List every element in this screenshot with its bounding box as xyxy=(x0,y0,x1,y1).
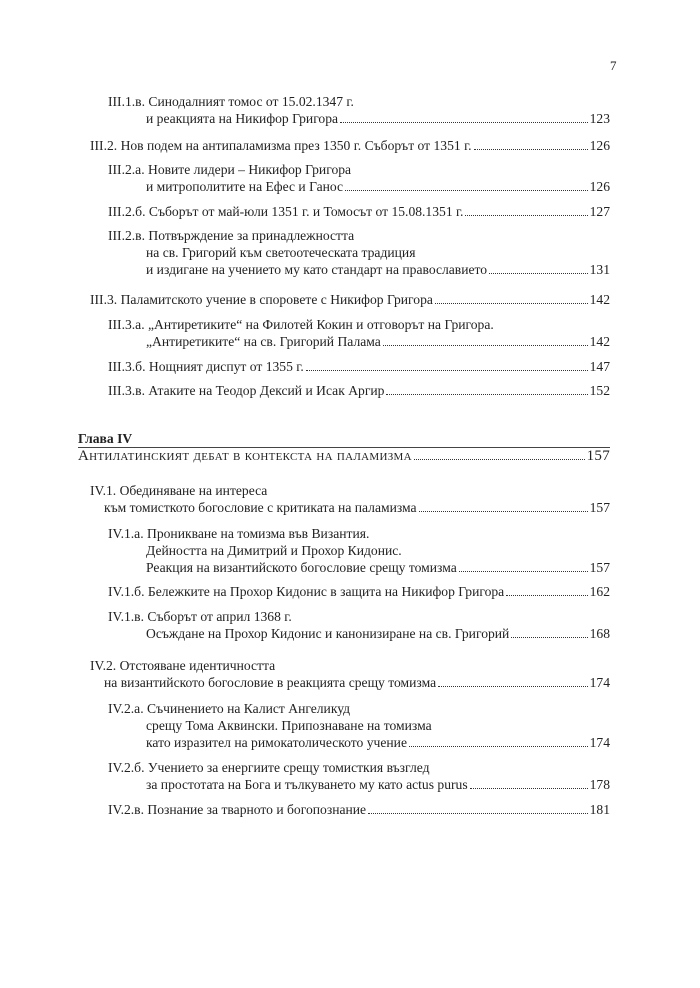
toc-entry[interactable] xyxy=(108,358,610,375)
entry-page: 157 xyxy=(589,560,610,575)
entry-page: 181 xyxy=(589,802,610,817)
toc-entry[interactable] xyxy=(108,583,610,600)
entry-page: 126 xyxy=(589,138,610,153)
leader-dots xyxy=(368,813,588,814)
entry-page: 142 xyxy=(589,334,610,349)
entry-page: 131 xyxy=(589,262,610,277)
entry-line: III.2.б. Съборът от май-юли 1351 г. и Томосът от 15.08.1351 г. xyxy=(108,204,464,219)
entry-line: Осъждане на Прохор Кидонис и канонизиране на св. Григорий xyxy=(146,626,510,641)
entry-page: 123 xyxy=(589,111,610,126)
entry-page: 162 xyxy=(589,584,610,599)
entry-line: III.2.а. Новите лидери – Никифор Григора xyxy=(108,162,352,177)
chapter-label: Глава IV xyxy=(78,431,133,446)
chapter-page: 157 xyxy=(586,448,610,464)
leader-dots xyxy=(340,122,588,123)
leader-dots xyxy=(511,637,587,638)
toc-entry[interactable] xyxy=(108,525,610,576)
page-number: 7 xyxy=(610,58,617,73)
entry-page: 178 xyxy=(589,777,610,792)
toc-entry[interactable] xyxy=(108,93,610,127)
leader-dots xyxy=(438,686,587,687)
toc-entry[interactable] xyxy=(90,137,610,154)
entry-line: III.2.в. Потвърждение за принадлежността xyxy=(108,228,355,243)
entry-line: III.3.б. Нощният диспут от 1355 г. xyxy=(108,359,304,374)
toc-entry[interactable] xyxy=(90,291,610,308)
toc-entry[interactable] xyxy=(108,608,610,642)
toc-entry[interactable] xyxy=(108,759,610,793)
entry-line: на византийското богословие в реакцията срещу томизма xyxy=(104,675,437,690)
entry-line: и издигане на учението му като стандарт на православието xyxy=(146,262,488,277)
entry-line: Реакция на византийското богословие срещу томизма xyxy=(146,560,457,575)
leader-dots xyxy=(474,149,588,150)
leader-dots xyxy=(465,215,587,216)
toc-entry[interactable] xyxy=(90,657,610,691)
leader-dots xyxy=(435,303,588,304)
leader-dots xyxy=(383,345,588,346)
entry-line: Дейността на Димитрий и Прохор Кидонис. xyxy=(146,543,402,558)
entry-page: 174 xyxy=(589,675,610,690)
toc-entry[interactable] xyxy=(108,382,610,399)
toc-entry[interactable] xyxy=(108,316,610,350)
toc-entry[interactable] xyxy=(90,482,610,516)
entry-page: 168 xyxy=(589,626,610,641)
entry-line: IV.2.б. Учението за енергиите срещу томисткия възглед xyxy=(108,760,430,775)
entry-line: и митрополитите на Ефес и Ганос xyxy=(146,179,344,194)
entry-line: III.3. Паламитското учение в споровете с Никифор Григора xyxy=(90,292,433,307)
leader-dots xyxy=(489,273,588,274)
leader-dots xyxy=(419,511,588,512)
toc-entry[interactable] xyxy=(108,700,610,751)
entry-line: IV.1.б. Бележките на Прохор Кидонис в защита на Никифор Григора xyxy=(108,584,505,599)
entry-line: за простотата на Бога и тълкуването му като actus purus xyxy=(146,777,468,792)
entry-line: и реакцията на Никифор Григора xyxy=(146,111,339,126)
entry-page: 152 xyxy=(589,383,610,398)
entry-page: 147 xyxy=(589,359,610,374)
toc-entry[interactable] xyxy=(108,801,610,818)
entry-line: IV.2.а. Съчинението на Калист Ангеликуд xyxy=(108,701,351,716)
entry-line: „Антиретиките“ на св. Григорий Палама xyxy=(146,334,381,349)
entry-page: 126 xyxy=(589,179,610,194)
entry-line: IV.1.в. Съборът от април 1368 г. xyxy=(108,609,292,624)
toc-entry[interactable] xyxy=(108,227,610,278)
entry-line: III.1.в. Синодалният томос от 15.02.1347 г. xyxy=(108,94,354,109)
entry-page: 127 xyxy=(589,204,610,219)
toc-entry[interactable] xyxy=(108,203,610,220)
leader-dots xyxy=(414,459,585,460)
chapter-title-text: Антилатинският дебат в контекста на паламизма xyxy=(78,448,412,464)
entry-line: IV.1.а. Проникване на томизма във Византия. xyxy=(108,526,370,541)
entry-line: IV.2. Отстояване идентичността xyxy=(90,658,276,673)
toc-entry[interactable] xyxy=(108,161,610,195)
entry-line: IV.2.в. Познание за тварното и богопознание xyxy=(108,802,367,817)
entry-line: III.2. Нов подем на антипаламизма през 1350 г. Съборът от 1351 г. xyxy=(90,138,472,153)
entry-line: IV.1. Обединяване на интереса xyxy=(90,483,268,498)
entry-line: към томисткото богословие с критиката на паламизма xyxy=(104,500,417,515)
leader-dots xyxy=(459,571,588,572)
leader-dots xyxy=(386,394,587,395)
leader-dots xyxy=(470,788,588,789)
entry-line: на св. Григорий към светоотеческата традиция xyxy=(146,245,416,260)
entry-page: 157 xyxy=(589,500,610,515)
entry-line: III.3.а. „Антиретиките“ на Филотей Кокин и отговорът на Григора. xyxy=(108,317,494,332)
entry-line: като изразител на римокатолическото учение xyxy=(146,735,407,750)
leader-dots xyxy=(409,746,588,747)
entry-line: III.3.в. Атаките на Теодор Дексий и Исак Аргир xyxy=(108,383,385,398)
entry-page: 174 xyxy=(589,735,610,750)
entry-line: срещу Тома Аквински. Припознаване на томизма xyxy=(146,718,432,733)
entry-page: 142 xyxy=(589,292,610,307)
leader-dots xyxy=(306,370,588,371)
leader-dots xyxy=(345,190,588,191)
leader-dots xyxy=(506,595,587,596)
chapter-title[interactable] xyxy=(78,448,610,465)
